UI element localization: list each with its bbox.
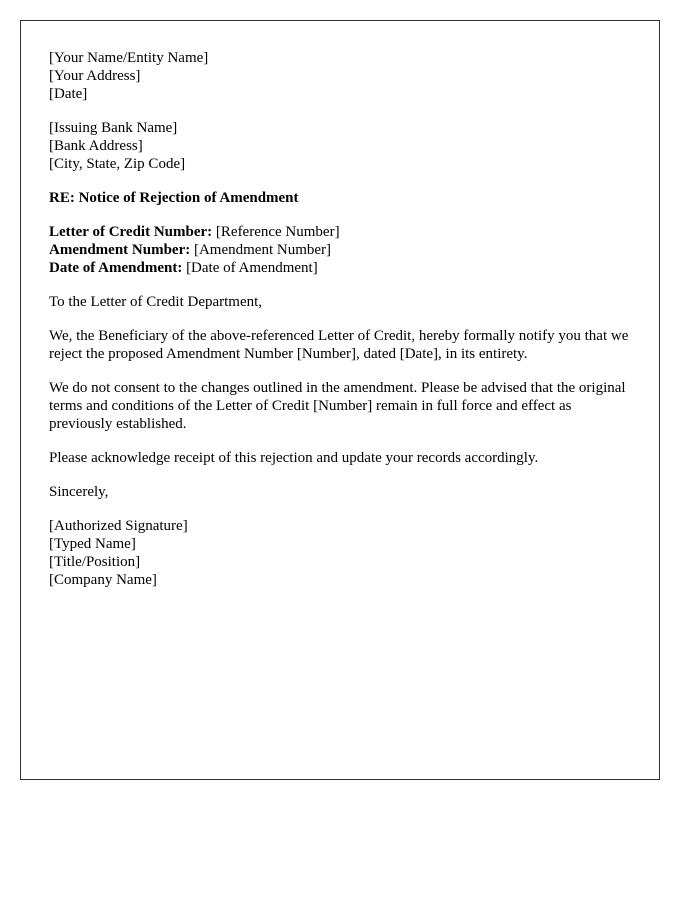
sender-block	[49, 49, 631, 103]
recipient-block	[49, 119, 631, 173]
signature-authorized: [Authorized Signature]	[49, 518, 188, 534]
signature-typed-name: [Typed Name]	[49, 536, 136, 552]
amendment-date-label: Date of Amendment:	[49, 260, 183, 276]
subject-text: RE: Notice of Rejection of Amendment	[49, 190, 299, 206]
amendment-number-line	[49, 241, 631, 259]
closing: Sincerely,	[49, 484, 109, 500]
amendment-date-line	[49, 259, 631, 277]
letter-page	[20, 20, 660, 780]
recipient-bank-name: [Issuing Bank Name]	[49, 120, 178, 136]
amendment-date-value: [Date of Amendment]	[186, 260, 318, 276]
body-paragraph-3: Please acknowledge receipt of this rejection and update your records accordingly.	[49, 450, 539, 466]
lc-number-line	[49, 223, 631, 241]
subject-line	[49, 189, 631, 207]
signature-company: [Company Name]	[49, 572, 157, 588]
body-paragraph-2: We do not consent to the changes outlined in the amendment. Please be advised that the original terms and conditions of the Letter of Credit [Number] remain in full force and effect as previously established.	[49, 380, 626, 432]
lc-number-label: Letter of Credit Number:	[49, 224, 213, 240]
body-paragraph-1: We, the Beneficiary of the above-referenced Letter of Credit, hereby formally notify you that we reject the proposed Amendment Number [Number], dated [Date], in its entirety.	[49, 328, 629, 362]
reference-block	[49, 223, 631, 277]
signature-title: [Title/Position]	[49, 554, 141, 570]
sender-name: [Your Name/Entity Name]	[49, 50, 209, 66]
amendment-number-value: [Amendment Number]	[193, 242, 332, 258]
lc-number-value: [Reference Number]	[215, 224, 340, 240]
sender-date: [Date]	[49, 86, 88, 102]
sender-address: [Your Address]	[49, 68, 141, 84]
amendment-number-label: Amendment Number:	[49, 242, 191, 258]
recipient-city-state-zip: [City, State, Zip Code]	[49, 156, 186, 172]
salutation: To the Letter of Credit Department,	[49, 294, 263, 310]
recipient-bank-address: [Bank Address]	[49, 138, 143, 154]
signature-block	[49, 517, 631, 589]
